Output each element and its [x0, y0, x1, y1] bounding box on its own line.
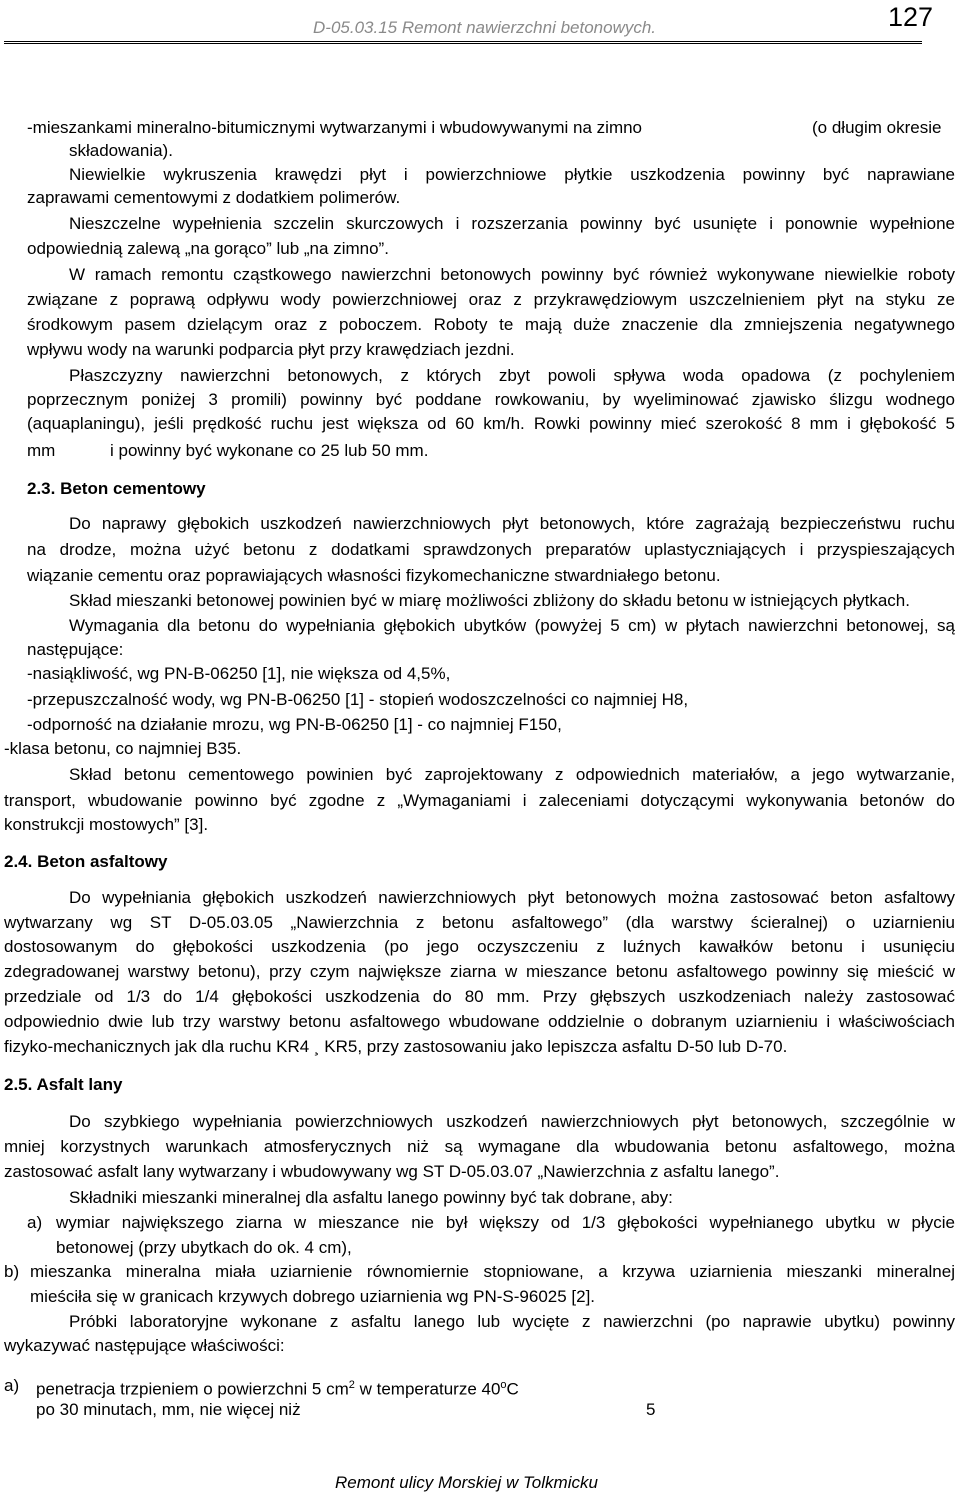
list-item-text: mieszanka mineralna miała uziarnienie równomiernie stopniowane, a krzywa uziarnienia mieszanki mineralnej: [30, 1262, 955, 1281]
text-line: (o długim okresie: [812, 118, 942, 137]
text-line: dostosowanym do głębokości uszkodzenia (po jego oczyszczeniu z luźnych kawałków betonu i usunięciu: [4, 937, 955, 956]
property-text: penetracja trzpieniem o powierzchni 5 cm: [36, 1379, 349, 1399]
list-marker: a): [4, 1376, 20, 1395]
text-line: środkowym pasem dzielącym oraz z poboczem. Roboty te mają duże znaczenie dla zmniejszenia negatywnego: [27, 315, 955, 334]
page-number: 127: [888, 2, 934, 32]
text-line: -odporność na działanie mrozu, wg PN-B-06250 [1] - co najmniej F150,: [27, 715, 562, 734]
text-line: zaprawami cementowymi z dodatkiem polimerów.: [27, 188, 401, 207]
property-line: po 30 minutach, mm, nie więcej niż: [36, 1400, 301, 1419]
degree-superscript: o: [500, 1379, 507, 1391]
text-line: transport, wbudowanie powinno być zgodne z „Wymaganiami i zaleceniami dotyczącymi wykonywania betonów do: [4, 791, 955, 810]
text-line: Wymagania dla betonu do wypełniania głębokich ubytków (powyżej 5 cm) w płytach nawierzchni betonowej, są: [69, 616, 955, 635]
list-marker: b): [4, 1262, 20, 1281]
property-line: [36, 1374, 519, 1397]
text-line: fizyko-mechanicznych jak dla ruchu KR4 ¸ KR5, przy zastosowaniu jako lepiszcza asfaltu D-50 lub D-70.: [4, 1037, 788, 1056]
text-line: wykazywać następujące właściwości:: [4, 1336, 285, 1355]
text-line: zastosować asfalt lany wytwarzany i wbudowywany wg ST D-05.03.07 „Nawierzchnia z asfaltu lanego”.: [4, 1162, 780, 1181]
section-heading: 2.3. Beton cementowy: [27, 479, 206, 498]
text-line: Do wypełniania głębokich uszkodzeń nawierzchniowych płyt betonowych można zastosować beton asfaltowy: [69, 888, 955, 907]
property-text: w temperaturze 40: [354, 1379, 501, 1399]
text-line: konstrukcji mostowych” [3].: [4, 815, 209, 834]
text-line: Niewielkie wykruszenia krawędzi płyt i powierzchniowe płytkie uszkodzenia powinny być naprawiane: [69, 165, 955, 184]
list-item-text: betonowej (przy ubytkach do ok. 4 cm),: [56, 1238, 352, 1257]
text-line: -klasa betonu, co najmniej B35.: [4, 739, 242, 758]
text-line: odpowiednio dwie lub trzy warstwy betonu asfaltowego wbudowane oddzielnie o dobranym uziarnieniu i właściwościach: [4, 1012, 955, 1031]
section-heading: 2.4. Beton asfaltowy: [4, 852, 168, 871]
page-footer: Remont ulicy Morskiej w Tolkmicku: [335, 1473, 598, 1492]
text-line: -nasiąkliwość, wg PN-B-06250 [1], nie większa od 4,5%,: [27, 664, 451, 683]
text-line: Próbki laboratoryjne wykonane z asfaltu lanego lub wycięte z nawierzchni (po naprawie ubytku) powinny: [69, 1312, 955, 1331]
text-line: poprzecznym poniżej 3 promili) powinny być poddane rowkowaniu, by wyeliminować zjawisko ślizgu wodnego: [27, 390, 955, 409]
header-rule: [4, 41, 922, 44]
text-line: mm: [27, 441, 56, 460]
text-line: składowania).: [69, 141, 173, 160]
text-line: Składniki mieszanki mineralnej dla asfaltu lanego powinny być tak dobrane, aby:: [69, 1188, 673, 1207]
section-heading: 2.5. Asfalt lany: [4, 1075, 123, 1094]
header-title: D-05.03.15 Remont nawierzchni betonowych.: [313, 18, 657, 37]
text-line: i powinny być wykonane co 25 lub 50 mm.: [110, 441, 429, 460]
property-value: 5: [646, 1400, 656, 1419]
text-line: W ramach remontu cząstkowego nawierzchni betonowych powinny być również wykonywane niewielkie roboty: [69, 265, 955, 284]
text-line: na drodze, można użyć betonu z dodatkami sprawdzonych preparatów uplastyczniających i przyspieszających: [27, 540, 955, 559]
text-line: Skład betonu cementowego powinien być zaprojektowany z odpowiednich materiałów, a jego wytwarzanie,: [69, 765, 955, 784]
list-marker: a): [27, 1213, 43, 1232]
text-line: Nieszczelne wypełnienia szczelin skurczowych i rozszerzania powinny być usunięte i ponownie wypełnione: [69, 214, 955, 233]
text-line: Do szybkiego wypełniania powierzchniowych uszkodzeń nawierzchniowych płyt betonowych, szczególnie w: [69, 1112, 955, 1131]
text-line: Skład mieszanki betonowej powinien być w miarę możliwości zbliżony do składu betonu w istniejących płytkach.: [69, 591, 910, 610]
text-line: wytwarzany wg ST D-05.03.05 „Nawierzchnia z betonu asfaltowego” (dla warstwy ścieralnej) o uziarnieniu: [4, 913, 955, 932]
superscript: 2: [348, 1379, 355, 1391]
text-line: następujące:: [27, 640, 124, 659]
text-line: (aquaplaningu), jeśli prędkość ruchu jest większa od 60 km/h. Rowki powinny mieć szerokość 8 mm i głębokość 5: [27, 414, 955, 433]
list-item-text: wymiar największego ziarna w mieszance nie był większy od 1/3 głębokości wypełnianego ubytku w płycie: [56, 1213, 955, 1232]
text-line: Płaszczyzny nawierzchni betonowych, z których zbyt powoli spływa woda opadowa (z pochyleniem: [69, 366, 955, 385]
text-line: związane z poprawą odpływu wody powierzchniowej oraz z przykrawędziowym uszczelnieniem płyt na styku ze: [27, 290, 955, 309]
text-line: Do naprawy głębokich uszkodzeń nawierzchniowych płyt betonowych, które zagrażają bezpieczeństwu ruchu: [69, 514, 955, 533]
text-line: przedziale od 1/3 do 1/4 głębokości uszkodzenia do 80 mm. Przy głębszych uszkodzeniach należy zastosować: [4, 987, 955, 1006]
text-line: -mieszankami mineralno-bitumicznymi wytwarzanymi i wbudowywanymi na zimno: [27, 118, 643, 137]
text-line: wiązanie cementu oraz poprawiających własności fizykomechaniczne stwardniałego betonu.: [27, 566, 721, 585]
property-text: C: [506, 1379, 519, 1399]
text-line: -przepuszczalność wody, wg PN-B-06250 [1] - stopień wodoszczelności co najmniej H8,: [27, 690, 689, 709]
text-line: zdegradowanej warstwy betonu), przy czym największe ziarna w mieszance betonu asfaltowego powinny się mieścić w: [4, 962, 955, 981]
text-line: wpływu wody na warunki podparcia płyt przy krawędziach jezdni.: [27, 340, 515, 359]
list-item-text: mieściła się w granicach krzywych dobrego uziarnienia wg PN-S-96025 [2].: [30, 1287, 596, 1306]
text-line: mniej korzystnych warunkach atmosferycznych niż są wymagane dla wbudowania betonu asfaltowego, można: [4, 1137, 955, 1156]
text-line: odpowiednią zalewą „na gorąco” lub „na zimno”.: [27, 239, 389, 258]
